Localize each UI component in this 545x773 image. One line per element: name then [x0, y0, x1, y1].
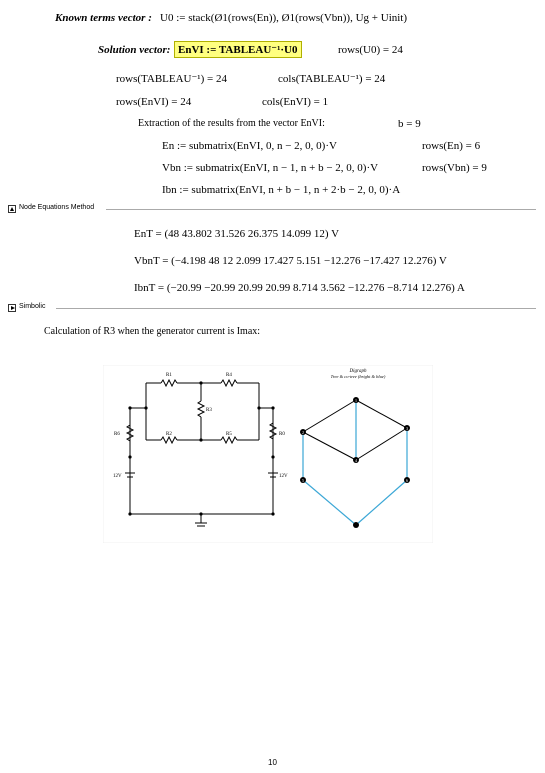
en-definition: En := submatrix(EnVI, 0, n − 2, 0, 0)·V — [162, 140, 337, 152]
vbn-transpose-result: VbnT = (−4.198 48 12 2.099 17.427 5.151 −12.276 −17.427 12.276) V — [134, 255, 447, 267]
ibn-definition: Ibn := submatrix(EnVI, n + b − 1, n + 2·b − 2, 0, 0)·A — [162, 184, 401, 196]
label-r1: R1 — [166, 373, 172, 378]
b-value: b = 9 — [398, 118, 421, 130]
label-r3: R3 — [206, 408, 212, 413]
rows-en: rows(En) = 6 — [422, 140, 481, 152]
label-r5: R5 — [226, 432, 232, 437]
label-source-left: 12V — [113, 474, 122, 479]
section-node-equations-label: Node Equations Method — [19, 204, 95, 211]
graph-node-4: 4 — [355, 458, 357, 463]
rows-envi: rows(EnVI) = 24 — [116, 96, 192, 108]
extraction-text: Extraction of the results from the vector EnVI: — [138, 118, 325, 129]
section-rule — [56, 308, 536, 309]
label-r2: R2 — [166, 432, 172, 437]
known-terms-label: Known terms vector : — [55, 12, 152, 24]
rows-tableau: rows(TABLEAU⁻¹) = 24 — [116, 73, 227, 85]
graph-node-6: 6 — [406, 478, 408, 483]
section-rule — [106, 209, 536, 210]
ibn-transpose-result: IbnT = (−20.99 −20.99 20.99 20.99 8.714 3.562 −12.276 −8.714 12.276) A — [134, 282, 465, 294]
page-number: 10 — [268, 758, 277, 767]
collapse-icon[interactable] — [8, 205, 16, 213]
en-transpose-result: EnT = (48 43.802 31.526 26.375 14.099 12) V — [134, 228, 340, 240]
label-source-right: 12V — [279, 474, 288, 479]
graph-node-3: 3 — [406, 426, 408, 431]
section-node-equations[interactable] — [8, 205, 536, 215]
label-r0: R0 — [279, 432, 285, 437]
label-r4: R4 — [226, 373, 232, 378]
calculation-text: Calculation of R3 when the generator current is Imax: — [44, 326, 261, 337]
graph-node-5: 5 — [302, 478, 304, 483]
graph-node-2: 2 — [302, 430, 304, 435]
graph-node-1: 1 — [355, 398, 357, 403]
digraph-subtitle: Tree & co-tree (bright & blue) — [330, 374, 386, 379]
rows-vbn: rows(Vbn) = 9 — [422, 162, 487, 174]
label-r6: R6 — [114, 432, 120, 437]
solution-vector-expression[interactable]: EnVI := TABLEAU⁻¹·U0 — [174, 41, 302, 58]
cols-tableau: cols(TABLEAU⁻¹) = 24 — [278, 73, 386, 85]
solution-vector-label: Solution vector: — [98, 44, 171, 56]
rows-u0: rows(U0) = 24 — [338, 44, 403, 56]
cols-envi: cols(EnVI) = 1 — [262, 96, 329, 108]
section-simbolic-label: Simbolic — [19, 303, 46, 310]
vbn-definition: Vbn := submatrix(EnVI, n − 1, n + b − 2, 0, 0)·V — [162, 162, 379, 174]
expand-icon[interactable] — [8, 304, 16, 312]
circuit-and-digraph-figure — [103, 365, 433, 543]
known-terms-expression: U0 := stack(Ø1(rows(En)), Ø1(rows(Vbn)), Ug + Uinit) — [160, 12, 408, 24]
digraph-title: Digraph — [349, 369, 367, 374]
section-simbolic[interactable] — [8, 304, 536, 314]
